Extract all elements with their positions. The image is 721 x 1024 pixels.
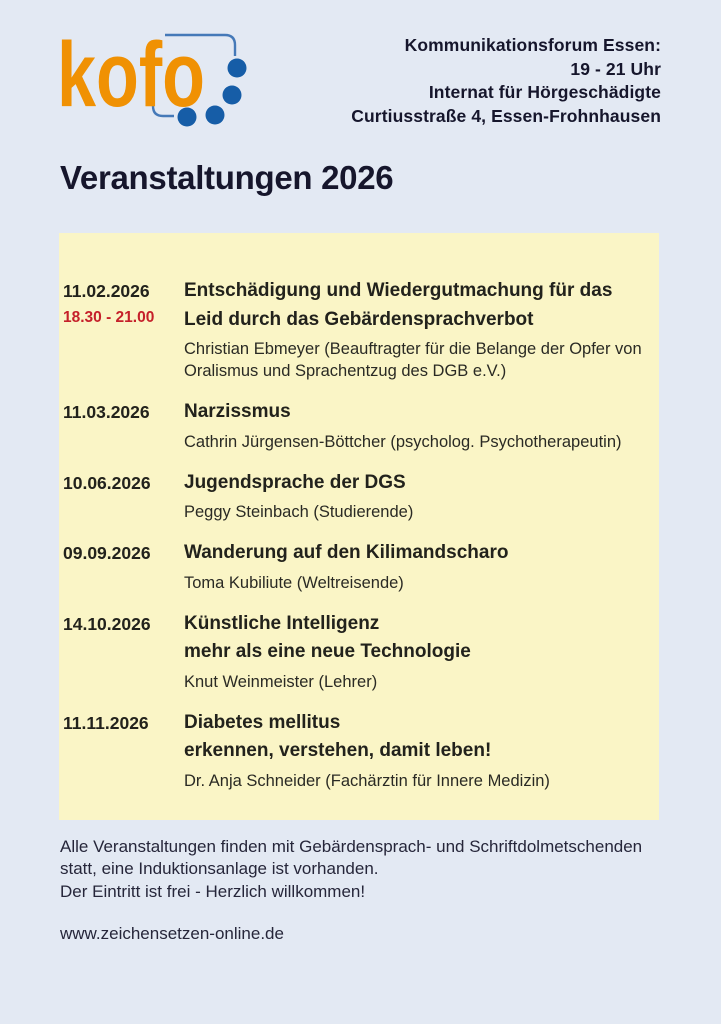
event-speaker: Knut Weinmeister (Lehrer) (184, 672, 378, 691)
event-speaker: Toma Kubiliute (Weltreisende) (184, 573, 404, 592)
event-date-column (63, 469, 184, 524)
event-title-line2: mehr als eine neue Technologie (184, 641, 471, 662)
footer-note (60, 836, 668, 904)
event-title: Entschädigung und Wiedergutmachung für das (184, 280, 613, 301)
event-title-line2: erkennen, verstehen, damit leben! (184, 740, 492, 761)
event-details (184, 277, 659, 382)
footer-line-interpreters: Alle Veranstaltungen finden mit Gebärdensprach- und Schriftdolmetschenden (60, 836, 643, 856)
event-title: Diabetes mellitus (184, 711, 341, 733)
event-row (63, 709, 659, 792)
event-title: Künstliche Intelligenz (184, 612, 380, 634)
page-title: Veranstaltungen 2026 (60, 159, 394, 196)
event-title: Jugendsprache der DGS (184, 471, 406, 493)
event-row (63, 277, 659, 382)
event-details (184, 709, 659, 792)
header (0, 0, 721, 133)
event-row (63, 469, 659, 524)
address-line-time: 19 - 21 Uhr (570, 58, 661, 79)
event-speaker: Cathrin Jürgensen-Böttcher (psycholog. Psychotherapeutin) (184, 432, 622, 451)
venue-address (351, 34, 661, 128)
event-title-line2: Leid durch das Gebärdensprachverbot (184, 308, 534, 330)
event-speaker: Dr. Anja Schneider (Fachärztin für Innere Medizin) (184, 771, 550, 790)
footer-line-induction: statt, eine Induktionsanlage ist vorhanden. (60, 859, 379, 878)
website-url: www.zeichensetzen-online.de (60, 924, 284, 943)
address-line-place: Internat für Hörgeschädigte (428, 82, 661, 102)
event-date-column (63, 709, 184, 792)
events-panel (59, 233, 659, 820)
event-details (184, 539, 659, 594)
event-speaker: Christian Ebmeyer (Beauftragter für die Belange der Opfer von Oralismus und Sprachentzug des DGB e.V.) (184, 340, 642, 380)
kofo-logo (55, 28, 255, 133)
address-line-forum: Kommunikationsforum Essen: (404, 35, 661, 55)
event-date: 11.03.2026 (63, 402, 150, 422)
event-row (63, 539, 659, 594)
event-date-column (63, 539, 184, 594)
event-details (184, 398, 659, 453)
event-speaker: Peggy Steinbach (Studierende) (184, 503, 414, 521)
event-details (184, 610, 659, 693)
event-date-column (63, 398, 184, 453)
event-date: 11.11.2026 (63, 712, 149, 733)
event-date: 10.06.2026 (63, 472, 151, 493)
footer-line-admission: Der Eintritt ist frei - Herzlich willkommen! (60, 881, 366, 901)
logo-text: kofo (57, 28, 205, 126)
address-line-street: Curtiusstraße 4, Essen-Frohnhausen (351, 105, 661, 126)
event-time: 18.30 - 21.00 (63, 309, 155, 326)
event-title: Wanderung auf den Kilimandscharo (184, 542, 509, 563)
event-date-column (63, 610, 184, 693)
event-date: 14.10.2026 (63, 613, 151, 634)
event-date: 09.09.2026 (63, 543, 151, 563)
event-date-column (63, 277, 184, 382)
event-details (184, 469, 659, 524)
event-title: Narzissmus (184, 401, 291, 422)
event-row (63, 398, 659, 453)
event-row (63, 610, 659, 693)
event-date: 11.02.2026 (63, 281, 150, 301)
